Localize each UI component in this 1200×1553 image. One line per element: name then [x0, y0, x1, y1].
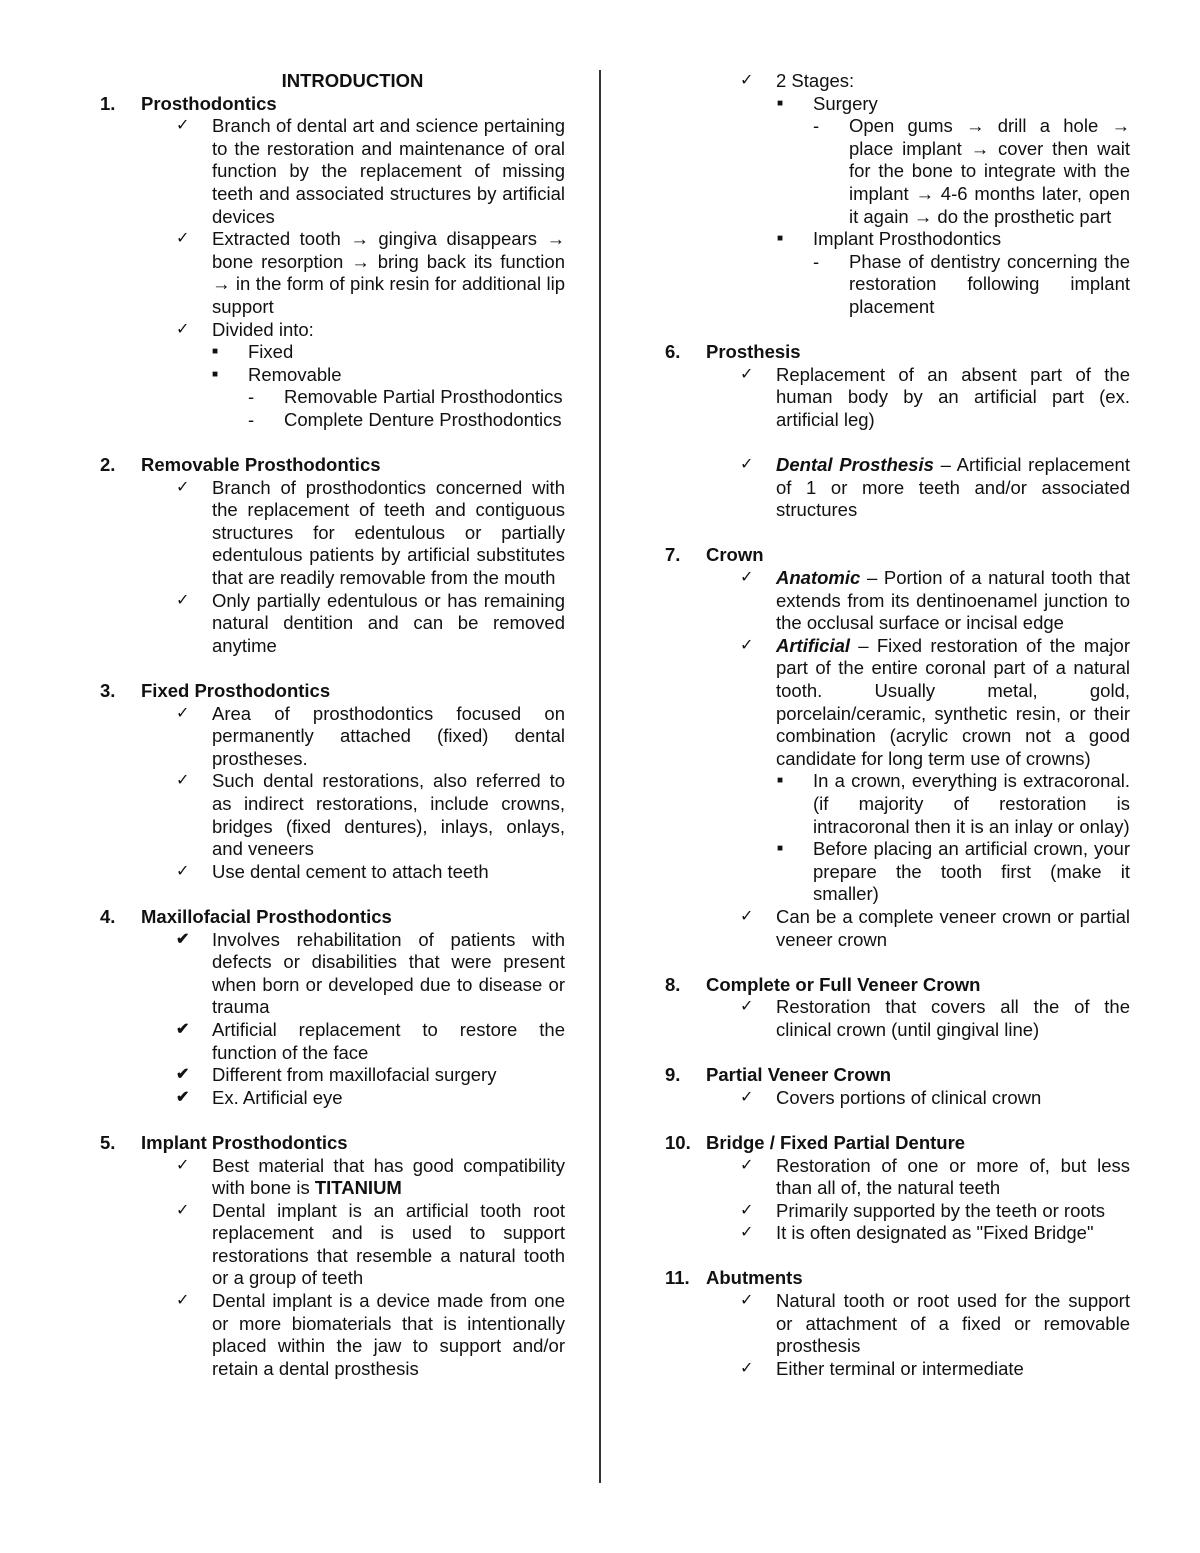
check-item: ✓ Only partially edentulous or has remaining natural dentition and can be removed anytime — [176, 589, 565, 656]
checkmark-icon: ✓ — [176, 478, 190, 496]
section-heading: 6. Prosthesis — [665, 341, 801, 363]
checkmark-icon: ✓ — [740, 1292, 754, 1310]
term-anatomic: Anatomic — [776, 567, 861, 589]
section-fixed-prosthodontics — [100, 680, 565, 883]
check-item: ✓ Use dental cement to attach teeth — [176, 860, 489, 882]
section-heading: 2. Removable Prosthodontics — [100, 454, 381, 476]
heavy-checkmark-icon: ✔ — [176, 1088, 190, 1106]
heavy-checkmark-icon: ✔ — [176, 930, 190, 948]
check-item: ✓ Branch of dental art and science pertaining to the restoration and maintenance of oral function by the replacement of missing teeth and associated structures by artificial devices — [176, 115, 565, 227]
checkmark-icon: ✓ — [740, 1224, 754, 1242]
right-column — [665, 70, 1130, 1380]
square-bullet-icon: ■ — [212, 368, 219, 380]
section-crown — [665, 544, 1130, 951]
term-artificial: Artificial — [776, 634, 851, 656]
checkmark-icon: ✓ — [176, 230, 190, 248]
check-item: ✓ Such dental restorations, also referred to as indirect restorations, include crowns, bridges (fixed dentures), inlays, onlays, and veneers — [176, 770, 565, 860]
check-item: ✓ It is often designated as "Fixed Bridge" — [740, 1222, 1094, 1244]
dash-bullet-icon: - — [813, 250, 820, 272]
section-prosthodontics — [100, 93, 565, 432]
check-item: ✓ Replacement of an absent part of the human body by an artificial part (ex. artificial leg) — [740, 363, 1130, 430]
dash-item: - Open gums → drill a hole → place implant → cover then wait for the bone to integrate with the implant → 4-6 months later, open it again → do the prosthetic part — [813, 115, 1130, 227]
checkmark-icon: ✓ — [740, 456, 754, 474]
checkmark-icon: ✓ — [176, 1201, 190, 1219]
square-bullet-item: ■ Removable — [212, 363, 342, 385]
check-item: ✔ Ex. Artificial eye — [176, 1086, 343, 1108]
square-bullet-icon: ■ — [777, 97, 784, 109]
section-maxillofacial-prosthodontics — [100, 906, 565, 1109]
term-dental-prosthesis: Dental Prosthesis — [776, 454, 934, 476]
section-heading: 1. Prosthodontics — [100, 92, 277, 114]
check-item: ✓ 2 Stages: — [740, 70, 855, 91]
checkmark-icon: ✓ — [176, 320, 190, 338]
spacer — [665, 432, 1130, 455]
checkmark-icon: ✓ — [740, 907, 754, 925]
section-heading: 3. Fixed Prosthodontics — [100, 680, 331, 702]
check-item: ✓ Either terminal or intermediate — [740, 1357, 1024, 1379]
document-title: INTRODUCTION — [281, 70, 424, 91]
square-bullet-item: ■ In a crown, everything is extracoronal. (if majority of restoration is intracoronal then it is an inlay or onlay) — [777, 770, 1130, 837]
check-item: ✔ Different from maxillofacial surgery — [176, 1064, 497, 1086]
check-item: ✓ Natural tooth or root used for the support or attachment of a fixed or removable prosthesis — [740, 1290, 1130, 1357]
square-bullet-icon: ■ — [777, 843, 784, 855]
column-divider — [599, 70, 601, 1483]
checkmark-icon: ✓ — [740, 998, 754, 1016]
check-item: ✓ Area of prosthodontics focused on permanently attached (fixed) dental prostheses. — [176, 702, 565, 769]
dash-item: - Removable Partial Prosthodontics — [248, 386, 563, 408]
section-heading: 10. Bridge / Fixed Partial Denture — [665, 1131, 966, 1153]
section-heading: 7. Crown — [665, 544, 764, 566]
square-bullet-item: ■ Surgery — [777, 92, 878, 114]
check-item: ✔ Artificial replacement to restore the function of the face — [176, 1018, 565, 1063]
check-item: ✓ Artificial – Fixed restoration of the major part of the entire coronal part of a natural tooth. Usually metal, gold, porcelain/ceramic, synthetic resin, or their combination (acrylic crown not a good candidate for long term use of crowns) — [740, 634, 1130, 769]
heavy-checkmark-icon: ✔ — [176, 1020, 190, 1038]
check-item: ✓ Primarily supported by the teeth or roots — [740, 1199, 1106, 1221]
checkmark-icon: ✓ — [740, 1201, 754, 1219]
section-implant-continued — [665, 70, 1130, 319]
check-item: ✓ Divided into: — [176, 318, 314, 340]
square-bullet-item: ■ Before placing an artificial crown, your prepare the tooth first (make it smaller) — [777, 838, 1130, 905]
square-bullet-item: ■ Implant Prosthodontics — [777, 228, 1002, 250]
check-item: ✔ Involves rehabilitation of patients with defects or disabilities that were present when born or developed due to disease or trauma — [176, 928, 565, 1018]
checkmark-icon: ✓ — [176, 772, 190, 790]
checkmark-icon: ✓ — [176, 1156, 190, 1174]
section-heading: 11. Abutments — [665, 1267, 803, 1289]
checkmark-icon: ✓ — [176, 1292, 190, 1310]
section-implant-prosthodontics — [100, 1132, 565, 1381]
dash-bullet-icon: - — [248, 386, 255, 408]
dash-item: - Complete Denture Prosthodontics — [248, 408, 562, 430]
checkmark-icon: ✓ — [176, 862, 190, 880]
check-item: ✓ Restoration of one or more of, but less than all of, the natural teeth — [740, 1154, 1130, 1199]
titanium-emphasis: TITANIUM — [314, 1177, 402, 1199]
section-removable-prosthodontics — [100, 454, 565, 657]
checkmark-icon: ✓ — [740, 365, 754, 383]
square-bullet-item: ■ Fixed — [212, 341, 294, 363]
dash-item: - Phase of dentistry concerning the restoration following implant placement — [813, 250, 1130, 317]
section-heading: 5. Implant Prosthodontics — [100, 1131, 348, 1153]
section-bridge — [665, 1132, 1130, 1245]
check-item: ✓ Covers portions of clinical crown — [740, 1086, 1042, 1108]
left-column — [100, 70, 565, 1380]
checkmark-icon: ✓ — [740, 1088, 754, 1106]
checkmark-icon: ✓ — [176, 117, 190, 135]
checkmark-icon: ✓ — [740, 72, 754, 89]
dash-bullet-icon: - — [248, 408, 255, 430]
checkmark-icon: ✓ — [740, 569, 754, 587]
checkmark-icon: ✓ — [740, 636, 754, 654]
check-item: ✓ Dental implant is an artificial tooth root replacement and is used to support restorations that resemble a natural tooth or a group of teeth — [176, 1199, 565, 1289]
section-complete-veneer-crown — [665, 974, 1130, 1042]
checkmark-icon: ✓ — [176, 704, 190, 722]
dash-bullet-icon: - — [813, 115, 820, 137]
section-heading: 9. Partial Veneer Crown — [665, 1064, 892, 1086]
section-prosthesis — [665, 341, 1130, 522]
check-item: ✓ Best material that has good compatibility with bone is TITANIUM — [176, 1154, 565, 1199]
check-item: ✓ Restoration that covers all the of the clinical crown (until gingival line) — [740, 996, 1130, 1040]
square-bullet-icon: ■ — [777, 775, 784, 787]
check-item: ✓ Branch of prosthodontics concerned with the replacement of teeth and contiguous structures for edentulous or partially edentulous patients by artificial substitutes that are readily removable from the mouth — [176, 476, 565, 589]
section-partial-veneer-crown — [665, 1064, 1130, 1109]
square-bullet-icon: ■ — [777, 233, 784, 245]
check-item: ✓ Extracted tooth → gingiva disappears → bone resorption → bring back its function → in the form of pink resin for additional lip support — [176, 228, 565, 317]
checkmark-icon: ✓ — [176, 591, 190, 609]
check-item: ✓ Dental Prosthesis – Artificial replacement of 1 or more teeth and/or associated structures — [740, 454, 1130, 521]
section-heading: 4. Maxillofacial Prosthodontics — [100, 905, 392, 927]
heavy-checkmark-icon: ✔ — [176, 1066, 190, 1084]
square-bullet-icon: ■ — [212, 346, 219, 358]
section-heading: 8. Complete or Full Veneer Crown — [665, 973, 981, 995]
checkmark-icon: ✓ — [740, 1156, 754, 1174]
checkmark-icon: ✓ — [740, 1359, 754, 1377]
check-item: ✓ Dental implant is a device made from one or more biomaterials that is intentionally placed within the jaw to support and/or retain a dental prosthesis — [176, 1290, 565, 1379]
check-item: ✓ Anatomic – Portion of a natural tooth that extends from its dentinoenamel junction to the occlusal surface or incisal edge — [740, 567, 1130, 634]
section-abutments — [665, 1267, 1130, 1380]
check-item: ✓ Can be a complete veneer crown or partial veneer crown — [740, 905, 1130, 950]
